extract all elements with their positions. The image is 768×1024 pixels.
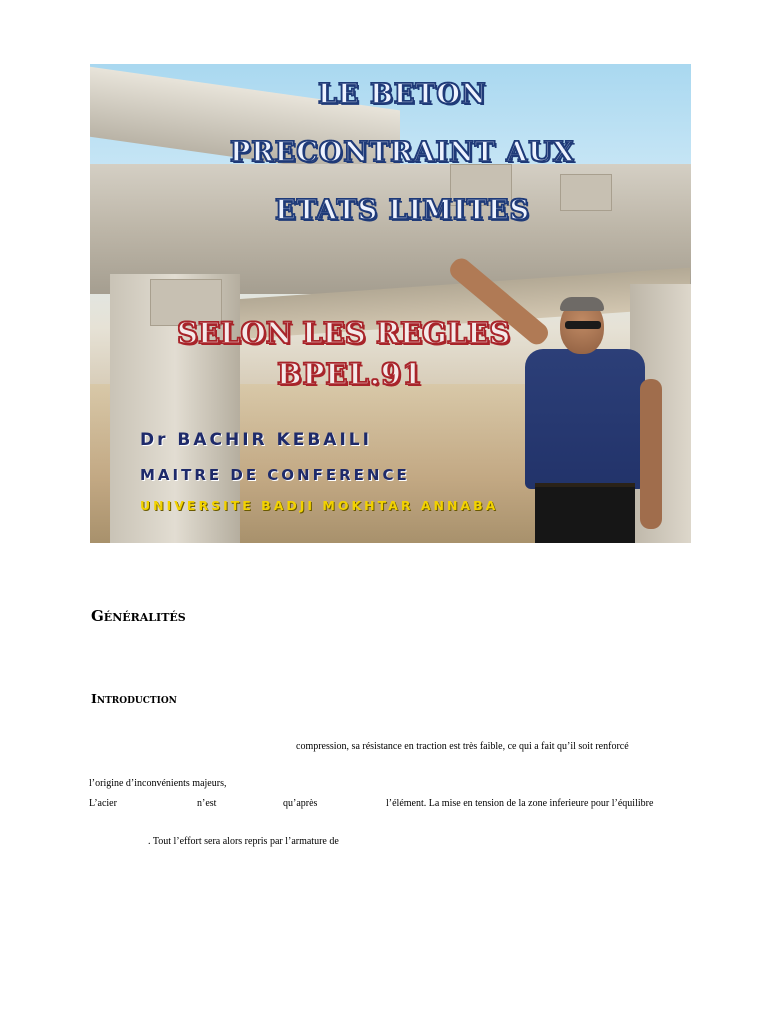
text-fragment: compression, sa résistance en traction est très faible, ce qui a fait qu’il soit renforcé <box>296 741 629 752</box>
cover-title-line-1: LE BETON <box>318 79 487 110</box>
shirt <box>525 349 645 489</box>
person-photo <box>505 309 665 543</box>
university-name: UNIVERSITE BADJI MOKHTAR ANNABA <box>140 498 499 513</box>
text-fragment: l’élément. La mise en tension de la zone inferieure pour l’équilibre <box>386 798 654 809</box>
text-fragment: L’acier <box>89 798 117 809</box>
text-fragment: . Tout l’effort sera alors repris par l’armature de <box>148 836 339 847</box>
section-heading: Généralités <box>91 607 186 625</box>
text-fragment: n’est <box>197 798 217 809</box>
cover-title-line-2: PRECONTRAINT AUX <box>230 137 575 168</box>
cover-subtitle-line-2: BPEL.91 <box>277 357 424 391</box>
cover-title-line-3: ETATS LIMITES <box>275 195 530 226</box>
author-position: MAITRE DE CONFERENCE <box>140 466 410 484</box>
cover-subtitle-line-1: SELON LES REGLES <box>177 316 511 350</box>
subsection-heading: Introduction <box>91 691 177 706</box>
hair <box>560 297 604 311</box>
trousers <box>535 487 635 543</box>
author-name: Dr BACHIR KEBAILI <box>140 430 372 450</box>
text-fragment: qu’après <box>283 798 318 809</box>
text-fragment: l’origine d’inconvénients majeurs, <box>89 778 227 789</box>
right-arm <box>640 379 662 529</box>
cover-image <box>90 64 691 543</box>
anchor-block <box>560 174 612 211</box>
sunglasses <box>565 321 601 329</box>
